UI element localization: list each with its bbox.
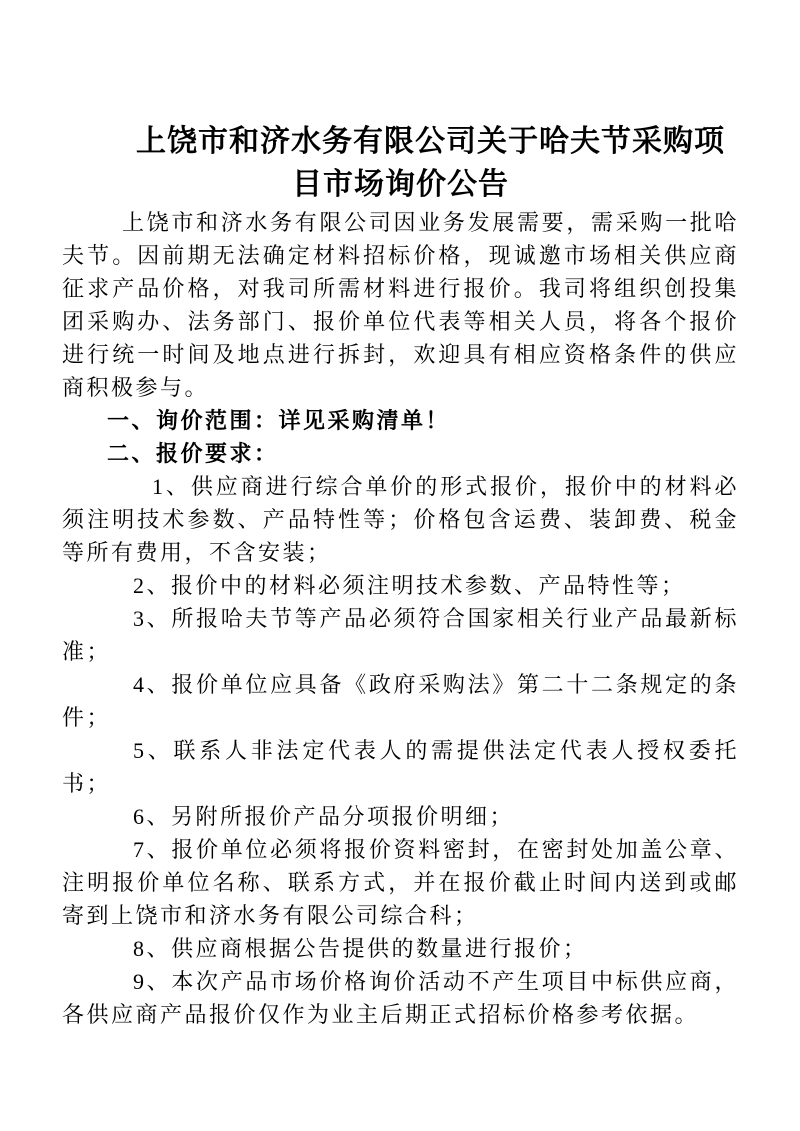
list-item: 3、所报哈夫节等产品必须符合国家相关行业产品最新标准； [62, 606, 739, 664]
list-item: 1、供应商进行综合单价的形式报价，报价中的材料必须注明技术参数、产品特性等；价格包含运费、装卸费、税金等所有费用，不含安装； [62, 474, 739, 565]
section-heading: 一、询价范围：详见采购清单！ [107, 408, 451, 433]
list-item: 6、另附所报价产品分项报价明细； [133, 804, 515, 829]
list-item: 7、报价单位必须将报价资料密封，在密封处加盖公章、注明报价单位名称、联系方式，并在报价截止时间内送到或邮寄到上饶市和济水务有限公司综合科； [62, 837, 739, 928]
list-item: 5、联系人非法定代表人的需提供法定代表人授权委托书； [62, 738, 739, 796]
list-item: 2、报价中的材料必须注明技术参数、产品特性等； [133, 573, 686, 598]
document-body [62, 206, 739, 1031]
document-title: 上饶市和济水务有限公司关于哈夫节采购项目市场询价公告 [136, 125, 725, 201]
list-item: 8、供应商根据公告提供的数量进行报价； [133, 936, 588, 961]
intro-paragraph: 上饶市和济水务有限公司因业务发展需要，需采购一批哈夫节。因前期无法确定材料招标价格，现诚邀市场相关供应商征求产品价格，对我司所需材料进行报价。我司将组织创投集团采购办、法务部门、报价单位代表等相关人员，将各个报价进行统一时间及地点进行拆封，欢迎具有相应资格条件的供应商积极参与。 [62, 210, 739, 400]
list-item: 4、报价单位应具备《政府采购法》第二十二条规定的条件； [62, 672, 739, 730]
section-heading: 二、报价要求： [107, 441, 279, 466]
list-item: 9、本次产品市场价格询价活动不产生项目中标供应商，各供应商产品报价仅作为业主后期正式招标价格参考依据。 [62, 969, 739, 1027]
document-content [62, 120, 739, 1031]
